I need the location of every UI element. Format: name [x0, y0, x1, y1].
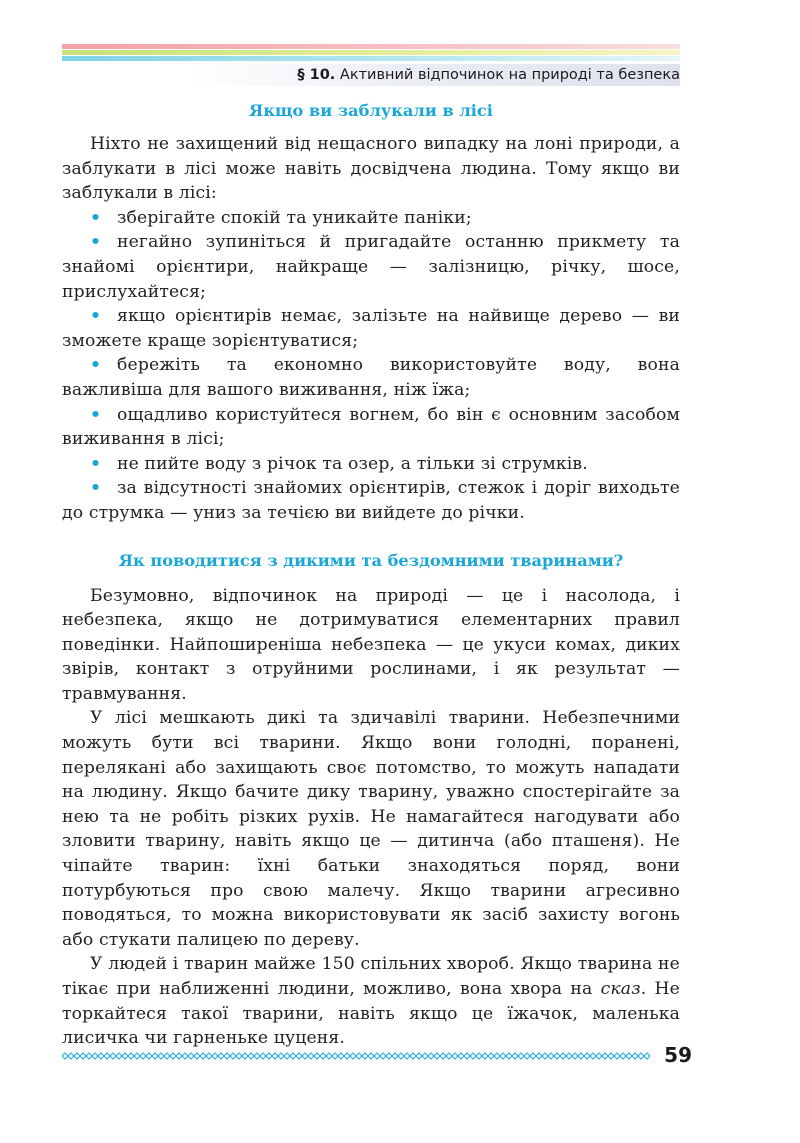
page-content — [62, 98, 680, 1051]
list-item: • негайно зупиніться й пригадайте останню прикмету та знайомі орієнтири, найкраще — залізницю, річку, шосе, прислухайтеся; — [62, 232, 680, 302]
paragraph-dangers: Безумовно, відпочинок на природі — це і насолода, і небезпека, якщо не дотримуватися елементарних правил поведінки. Найпоширеніша небезпека — це укуси комах, диких звірів, контакт з отруйними рослинами, і як результат — травмування. — [62, 585, 680, 704]
footer-decoration-chain — [62, 1051, 650, 1061]
list-item: • бережіть та економно використовуйте воду, вона важливіша для вашого виживання, ніж їжа; — [62, 355, 680, 400]
header-decoration-stripes — [62, 44, 680, 66]
section-title: Активний відпочинок на природі та безпека — [339, 67, 680, 83]
list-item: • ощадливо користуйтеся вогнем, бо він є основним засобом виживання в лісі; — [62, 404, 680, 450]
page-number: 59 — [664, 1043, 692, 1067]
list-item: • за відсутності знайомих орієнтирів, стежок і доріг виходьте до струмка — униз за течією ви вийдете до річки. — [62, 478, 680, 523]
list-item: • якщо орієнтирів немає, залізьте на найвище дерево — ви зможете краще зорієнтуватися; — [62, 306, 680, 351]
running-header — [62, 64, 680, 86]
bullet-icon: • — [90, 207, 102, 228]
bullet-icon: • — [90, 453, 102, 474]
bullet-icon: • — [90, 478, 102, 499]
section-number: § 10. — [297, 67, 336, 83]
paragraph-wild-animals: У лісі мешкають дикі та здичавілі тварини. Небезпечними можуть бути всі тварини. Якщо вони голодні, поранені, перелякані або захищають своє потомство, то можуть нападати на людину. Якщо бачите дику тварину, уважно спостерігайте за нею та не робіть різких рухів. Не намагайтеся нагодувати або зловити тварину, навіть якщо це — дитинча (або пташеня). Не чіпайте тварин: їхні батьки знаходяться поряд, вони потурбуються про свою малечу. Якщо тварини агресивно поводяться, то можна використовувати як засіб захисту вогонь або стукати палицею по дереву. — [62, 708, 680, 950]
bullet-icon: • — [90, 404, 102, 425]
bullet-icon: • — [90, 306, 102, 327]
list-item: • зберігайте спокій та уникайте паніки; — [62, 206, 680, 231]
paragraph-diseases: У людей і тварин майже 150 спільних хвороб. Якщо тварина не тікає при наближенні людини, можливо, вона хвора на сказ. Не торкайтеся такої тварини, навіть якщо це їжачок, маленька лисичка чи гарненьке цуценя. — [62, 954, 681, 1049]
heading-lost-in-forest: Якщо ви заблукали в лісі — [249, 101, 493, 120]
bullet-icon: • — [90, 355, 102, 376]
paragraph-intro: Ніхто не захищений від нещасного випадку на лоні природи, а заблукати в лісі може навіть досвідчена людина. Тому якщо ви заблукали в лісі: — [62, 134, 680, 204]
bullet-list-survival — [62, 206, 680, 526]
page-footer — [62, 1043, 692, 1067]
list-item: • не пийте воду з річок та озер, а тільки зі струмків. — [62, 452, 680, 477]
heading-wild-animals: Як поводитися з дикими та бездомними тваринами? — [118, 550, 624, 570]
bullet-icon: • — [90, 232, 102, 253]
